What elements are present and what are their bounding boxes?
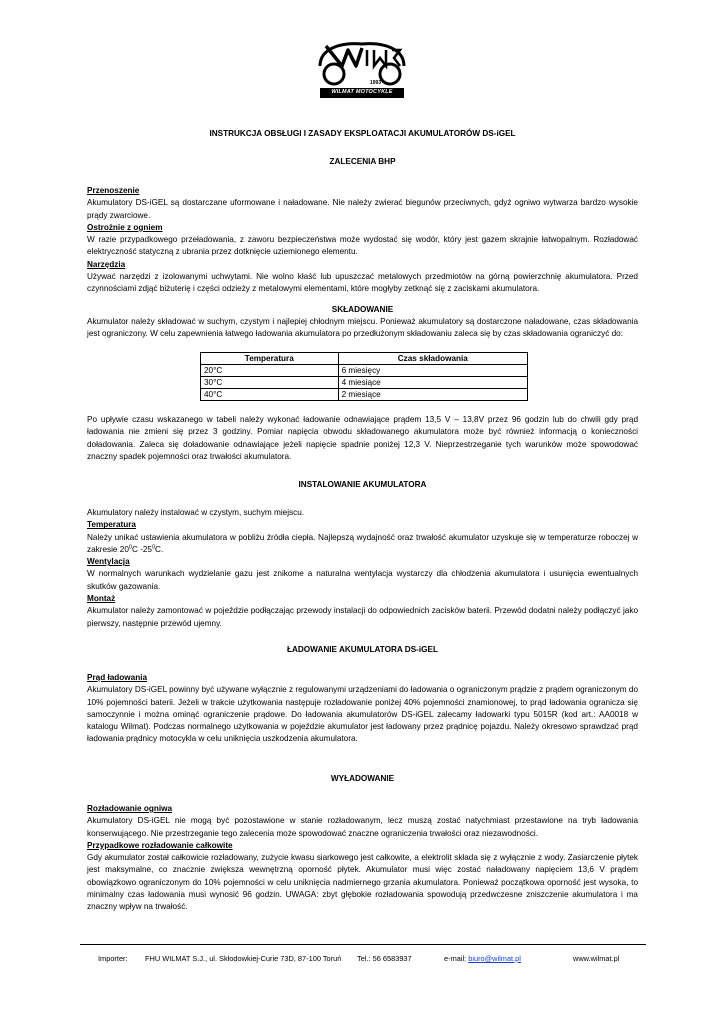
fire-title: Ostrożnie z ogniem: [87, 222, 163, 232]
table-row: [201, 365, 528, 377]
storage-after-text: Po upływie czasu wskazanego w tabeli należy wykonać ładowanie odnawiające prądem 13,5 V – 13,8V przez 96 godzin lub do chwili gdy prąd ładowania nie zmieni się przez 3 godziny. Pomiar napięcia obwodu składowanego akumulatora może być również informacją o konieczności doładowania. Zaleca się doładowanie odnawiające jeżeli napięcie spadnie poniżej 12,3 V. Nieprzestrzeganie tych warunków może spowodować znaczny spadek pojemności oraz trwałości akumulatora.: [87, 415, 638, 461]
install-temp-title: Temperatura: [87, 520, 136, 530]
table-cell-temp: 20°C: [201, 365, 339, 377]
discharge-full-text: Gdy akumulator został całkowicie rozładowany, zużycie kwasu siarkowego jest całkowite, a elektrolit składa się z wyłącznie z wody. Zasiarczenie płytek jest maksymalne, co znacznie zwiększa wewnętrzną oporność płytek. Akumulator musi więc zostać naładowany napięciem 13,6 V prądem obowiązkowo ograniczonym do 10% pojemności w celu uniknięcia nadmiernego grzania akumulatora. Ponieważ początkowa oporność jest wysoka, to minimalny czas ładowania musi wynosić 96 godzin. UWAGA: zbyt głębokie rozładowania spowodują przedwczesne zniszczenie akumulatora i ma znaczny wpływ na trwałość.: [87, 853, 638, 912]
storage-section: [87, 304, 638, 341]
vent-title: Wentylacja: [87, 557, 130, 567]
table-cell-time: 2 miesiące: [338, 389, 527, 401]
install-intro: Akumulatory należy instalować w czystym, suchym miejscu.: [87, 508, 305, 517]
tools-title: Narzędzia: [87, 259, 126, 269]
storage-heading: SKŁADOWANIE: [331, 305, 394, 314]
charging-current-title: Prąd ładowania: [87, 673, 148, 682]
discharge-section: [87, 803, 638, 914]
wilmat-logo: [312, 36, 412, 100]
logo-subtitle: WILMAT MOTOCYKLE: [331, 89, 393, 95]
logo-year: 1993: [370, 80, 382, 86]
footer-www[interactable]: www.wilmat.pl: [573, 954, 620, 963]
discharge-cell-title: Rozładowanie ogniwa: [87, 804, 173, 813]
footer-email-label: e-mail:: [444, 954, 469, 963]
charging-current-text: Akumulatory DS-iGEL powinny być używane wyłącznie z regulowanymi urządzeniami do ładowania o ograniczonym prądzie z prądem ograniczonym do 10% pojemności baterii. Jeżeli w trakcie użytkowania następuje rozładowanie poniżej 40% pojemności znamionowej, to prąd ładowania ogranicza się samoczynnie i można ominąć ograniczenie prądowe. Do ładowania akumulatorów DS-iGEL zalecamy ładowarki typu 5015R (kod art.: AA0018 w katalogu Wilmat). Podczas normalnego użytkowania w pojeździe akumulator jest ładowany przez prądnicę pojazdu. Należy okresowo sprawdzać prąd ładowania prądnicy motocykla w celu uniknięcia uszkodzenia akumulatora.: [87, 685, 638, 744]
footer-divider: [80, 944, 646, 945]
storage-after-block: [87, 414, 638, 463]
table-cell-temp: 40°C: [201, 389, 339, 401]
install-section: [87, 507, 638, 630]
footer-company: FHU WILMAT S.J., ul. Skłodowkiej-Curie 73D, 87-100 Toruń: [145, 954, 342, 963]
vent-text: W normalnych warunkach wydzielanie gazu jest znikome a naturalna wentylacja wystarczy dla chłodzenia akumulatora i usunięcia ewentualnych skutków gazowania.: [87, 569, 638, 591]
table-header-row: [201, 353, 528, 365]
install-temp-text-c: C.: [155, 544, 164, 554]
table-row: [201, 377, 528, 389]
footer-importer-label: Importer:: [98, 954, 128, 963]
table-header-temperature: Temperatura: [201, 353, 339, 365]
discharge-heading-block: [87, 773, 638, 785]
footer-email-link[interactable]: biuro@wilmat.pl: [468, 954, 521, 963]
bhp-heading: ZALECENIA BHP: [329, 157, 396, 166]
table-cell-temp: 30°C: [201, 377, 339, 389]
table-header-time: Czas składowania: [338, 353, 527, 365]
install-temp-text-b: C -25: [131, 544, 152, 554]
document-title-block: [87, 128, 638, 140]
install-temp-sup-1: 0: [128, 544, 132, 551]
install-heading-block: [87, 479, 638, 491]
install-heading: INSTALOWANIE AKUMULATORA: [298, 480, 427, 489]
storage-intro: Akumulator należy składować w suchym, czystym i najlepiej chłodnym miejscu. Ponieważ akumulatory są dostarczone naładowane, czas składowania jest ograniczony. W celu zapewnienia łatwego ładowania akumulatora po przedłużonym składowaniu zaleca się by czas składowania ograniczyć do:: [87, 317, 638, 339]
table-row: [201, 389, 528, 401]
bhp-section: [87, 185, 638, 296]
tools-text: Używać narzędzi z izolowanymi uchwytami. Nie wolno kłaść lub upuszczać metalowych przedmiotów na górną powierzchnię akumulatora. Przed czynnościami zdjąć biżuterię i części odzieży z metalowymi elementami, które mogłyby zetknąć się z zaciskami akumulatora.: [87, 272, 638, 294]
bhp-heading-block: [87, 156, 638, 168]
discharge-full-title: Przypadkowe rozładowanie całkowite: [87, 840, 233, 850]
install-temp-sup-2: 0: [151, 544, 156, 551]
footer-tel: Tel.: 56 6583937: [357, 954, 412, 963]
discharge-cell-text: Akumulatory DS-iGEL nie mogą być pozostawione w stanie rozładowanym, lecz muszą zostać natychmiast przestawione na tryb ładowania konserwującego. Nie przestrzeganie tego zalecenia może spowodować znaczne ograniczenia trwałości oraz niezawodności.: [87, 816, 638, 838]
storage-table: [200, 352, 528, 401]
table-cell-time: 4 miesiące: [338, 377, 527, 389]
document-title: INSTRUKCJA OBSŁUGI I ZASADY EKSPLOATACJI AKUMULATORÓW DS-iGEL: [209, 129, 516, 138]
footer-email: [444, 954, 521, 964]
install-temp-text: [87, 532, 638, 557]
discharge-heading: WYŁADOWANIE: [330, 774, 395, 783]
table-cell-time: 6 miesięcy: [338, 365, 527, 377]
charging-section: [87, 672, 638, 746]
fire-text: W razie przypadkowego przeładowania, z zaworu bezpieczeństwa może wydostać się wodór, który jest gazem skrajnie łatwopalnym. Rozładować elektryczność statyczną z ubrania przez dotknięcie uziemionego elementu.: [87, 235, 638, 257]
charging-heading-block: [87, 644, 638, 656]
charging-heading: ŁADOWANIE AKUMULATORA DS-iGEL: [286, 645, 438, 654]
mount-title: Montaż: [87, 594, 116, 604]
transport-text: Akumulatory DS-iGEL są dostarczane uformowane i naładowane. Nie należy zwierać biegunów przeciwnych, gdyż ogniwo wytwarza bardzo wysokie prądy zwarciowe.: [87, 198, 638, 220]
mount-text: Akumulator należy zamontować w pojeździe podłączając przewody instalacji do odpowiednich zacisków baterii. Przewód dodatni należy podłączyć jako pierwszy, następnie przewód ujemny.: [87, 606, 638, 628]
transport-title: Przenoszenie: [87, 186, 140, 195]
install-temp-text-a: Należy unikać ustawienia akumulatora w pobliżu źródła ciepła. Najlepszą wydajność oraz trwałość akumulator uzyskuje się w temperaturze roboczej w zakresie 20: [87, 532, 638, 554]
